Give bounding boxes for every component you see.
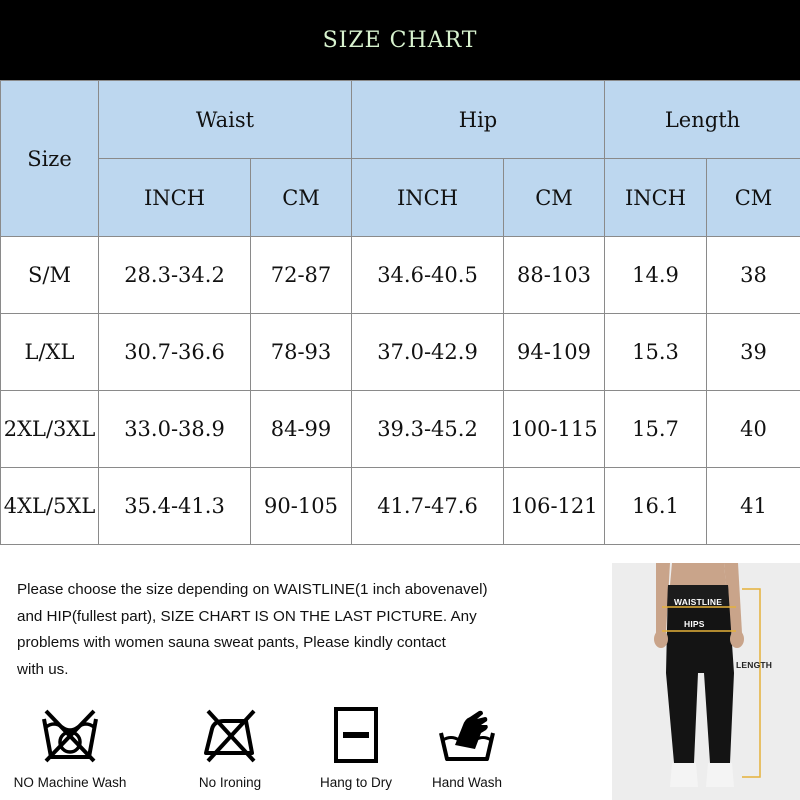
unit-header: CM xyxy=(251,159,352,237)
table-cell: 100-115 xyxy=(504,391,605,468)
table-cell: 14.9 xyxy=(605,237,707,314)
table-cell: 15.3 xyxy=(605,314,707,391)
waist-header: Waist xyxy=(99,81,352,159)
size-cell: S/M xyxy=(1,237,99,314)
table-cell: 28.3-34.2 xyxy=(99,237,251,314)
size-chart-banner xyxy=(0,0,800,80)
table-cell: 34.6-40.5 xyxy=(352,237,504,314)
table-cell: 35.4-41.3 xyxy=(99,468,251,545)
care-label: Hang to Dry xyxy=(319,775,393,790)
care-item-hang-to-dry xyxy=(296,705,416,790)
no-ironing-icon xyxy=(200,705,260,765)
table-cell: 30.7-36.6 xyxy=(99,314,251,391)
note-line: with us. xyxy=(17,660,69,678)
hips-label: HIPS xyxy=(684,619,705,629)
table-cell: 72-87 xyxy=(251,237,352,314)
hang-to-dry-icon xyxy=(326,705,386,765)
care-item-no-ironing xyxy=(170,705,290,790)
waistline-label: WAISTLINE xyxy=(674,597,723,607)
no-machine-wash-icon xyxy=(40,705,100,765)
note-line: problems with women sauna sweat pants, Please kindly contact xyxy=(17,634,446,651)
table-cell: 88-103 xyxy=(504,237,605,314)
size-cell: L/XL xyxy=(1,314,99,391)
sizing-note xyxy=(17,577,597,683)
table-cell: 41 xyxy=(707,468,800,545)
note-line: and HIP(fullest part), SIZE CHART IS ON THE LAST PICTURE. Any xyxy=(17,607,477,625)
size-header: Size xyxy=(1,81,99,237)
table-cell: 78-93 xyxy=(251,314,352,391)
care-label: Hand Wash xyxy=(431,775,503,790)
size-table xyxy=(0,80,800,545)
length-header: Length xyxy=(605,81,800,159)
table-row xyxy=(1,391,800,468)
table-cell: 106-121 xyxy=(504,468,605,545)
table-cell: 38 xyxy=(707,237,800,314)
table-cell: 90-105 xyxy=(251,468,352,545)
unit-header: INCH xyxy=(352,159,504,237)
care-item-hand-wash xyxy=(407,705,527,790)
table-cell: 33.0-38.9 xyxy=(99,391,251,468)
care-label: NO Machine Wash xyxy=(13,775,127,790)
table-cell: 37.0-42.9 xyxy=(352,314,504,391)
table-row xyxy=(1,314,800,391)
table-row xyxy=(1,237,800,314)
model-photo xyxy=(612,563,800,800)
note-line: Please choose the size depending on WAISTLINE(1 inch abovenavel) xyxy=(17,581,488,598)
table-cell: 40 xyxy=(707,391,800,468)
length-label: LENGTH xyxy=(736,660,773,670)
unit-header: INCH xyxy=(605,159,707,237)
table-row xyxy=(1,468,800,545)
hip-header: Hip xyxy=(352,81,605,159)
care-item-no-machine-wash xyxy=(10,705,130,790)
table-cell: 84-99 xyxy=(251,391,352,468)
unit-header: INCH xyxy=(99,159,251,237)
size-chart-title: SIZE CHART xyxy=(322,27,478,53)
size-cell: 4XL/5XL xyxy=(1,468,99,545)
table-cell: 15.7 xyxy=(605,391,707,468)
table-cell: 39 xyxy=(707,314,800,391)
unit-header: CM xyxy=(707,159,800,237)
table-cell: 41.7-47.6 xyxy=(352,468,504,545)
table-cell: 94-109 xyxy=(504,314,605,391)
size-cell: 2XL/3XL xyxy=(1,391,99,468)
table-cell: 16.1 xyxy=(605,468,707,545)
unit-header: CM xyxy=(504,159,605,237)
table-cell: 39.3-45.2 xyxy=(352,391,504,468)
hand-wash-icon xyxy=(437,705,497,765)
care-label: No Ironing xyxy=(198,775,262,790)
